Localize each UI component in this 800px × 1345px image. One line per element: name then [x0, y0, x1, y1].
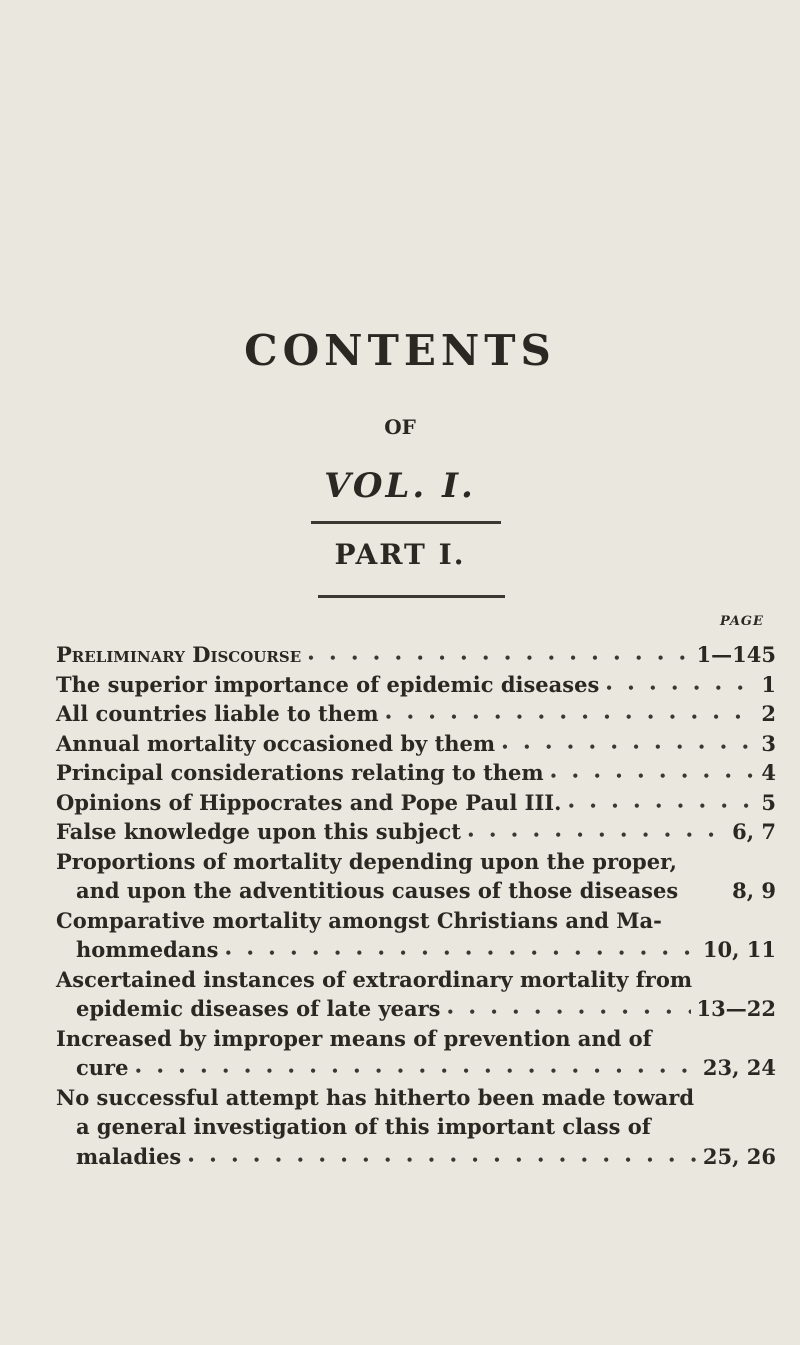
- contents-title: CONTENTS: [244, 326, 556, 375]
- entry-text: Annual mortality occasioned by them: [56, 730, 496, 756]
- entry-text: Proportions of mortality depending upon the proper,: [56, 848, 677, 874]
- volume-label: VOL. I.: [324, 466, 476, 506]
- entry-page: 3: [761, 730, 776, 756]
- entry-page: 10, 11: [702, 937, 776, 962]
- entry-text: maladies: [76, 1143, 182, 1169]
- divider-rule: [311, 521, 501, 524]
- entry-text: Principal considerations relating to them: [56, 760, 544, 785]
- entry-page: 25, 26: [702, 1143, 776, 1169]
- entry-page: 13—22: [696, 996, 776, 1021]
- contents-entry[interactable]: [56, 847, 776, 877]
- part-label: PART I.: [334, 538, 466, 571]
- contents-entry-continuation[interactable]: [56, 935, 776, 965]
- entry-text: a general investigation of this important class of: [76, 1114, 651, 1139]
- dot-leader: [605, 674, 755, 704]
- contents-entry-continuation[interactable]: [56, 994, 776, 1024]
- contents-entry[interactable]: [56, 1083, 776, 1113]
- contents-entry[interactable]: [56, 1024, 776, 1054]
- entry-text: hommedans: [76, 937, 219, 962]
- contents-entry[interactable]: [56, 640, 776, 670]
- contents-entry[interactable]: [56, 758, 776, 788]
- contents-entry-continuation[interactable]: [56, 1053, 776, 1083]
- entry-text: Increased by improper means of prevention and of: [56, 1025, 652, 1051]
- contents-entry[interactable]: [56, 699, 776, 729]
- contents-entry[interactable]: [56, 817, 776, 847]
- entry-text: Opinions of Hippocrates and Pope Paul III.: [56, 789, 562, 815]
- dot-leader: [550, 762, 756, 792]
- contents-entry-continuation[interactable]: [56, 1112, 776, 1142]
- entry-text: and upon the adventitious causes of those diseases: [76, 878, 679, 903]
- entry-page: 23, 24: [702, 1055, 776, 1080]
- contents-entry[interactable]: [56, 729, 776, 759]
- entry-text: Comparative mortality amongst Christians and Ma-: [56, 907, 662, 933]
- entry-page: 6, 7: [732, 819, 776, 844]
- contents-entry[interactable]: [56, 670, 776, 700]
- dot-leader: [567, 792, 755, 822]
- entry-page: 8, 9: [732, 878, 776, 903]
- entry-text: Ascertained instances of extraordinary mortality from: [56, 966, 693, 992]
- entry-text: No successful attempt has hitherto been made toward: [56, 1084, 695, 1110]
- entry-text: False knowledge upon this subject: [56, 819, 461, 844]
- of-label: OF: [384, 415, 416, 439]
- dot-leader: [187, 1146, 697, 1176]
- divider-rule: [318, 595, 505, 598]
- entry-text: The superior importance of epidemic diseases: [56, 671, 600, 697]
- entry-page: 4: [761, 760, 776, 785]
- entry-text: cure: [76, 1055, 129, 1080]
- contents-entry[interactable]: [56, 906, 776, 936]
- contents-entry-continuation[interactable]: [56, 876, 776, 906]
- entry-page: 1: [761, 671, 776, 697]
- entry-text: epidemic diseases of late years: [76, 996, 441, 1021]
- entry-page: 5: [761, 789, 776, 815]
- contents-entry-continuation[interactable]: [56, 1142, 776, 1172]
- contents-entry[interactable]: [56, 965, 776, 995]
- entry-page: 2: [761, 701, 776, 726]
- page-column-label: PAGE: [720, 614, 764, 629]
- entry-page: 1—145: [696, 642, 776, 667]
- entry-text: Preliminary Discourse: [56, 642, 302, 667]
- contents-list: [56, 640, 776, 1171]
- contents-entry[interactable]: [56, 788, 776, 818]
- entry-text: All countries liable to them: [56, 701, 379, 726]
